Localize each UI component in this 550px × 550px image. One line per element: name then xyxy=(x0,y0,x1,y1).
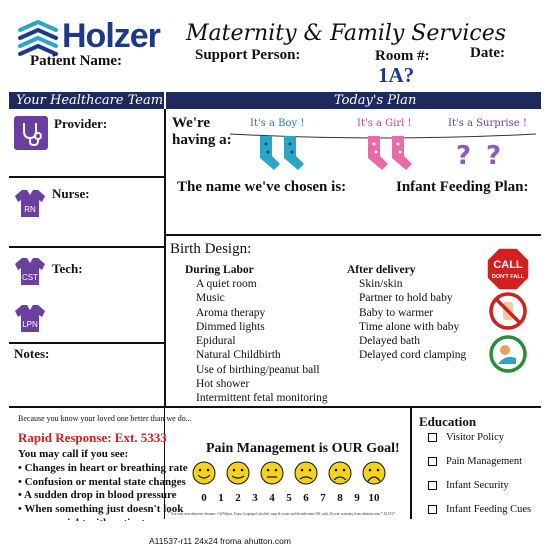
list-item: Delayed cord clamping xyxy=(359,349,467,362)
list-item: Natural Childbirth xyxy=(196,349,281,362)
list-item: Time alone with baby xyxy=(359,320,460,333)
rapid-intro: Because you know your loved one better than we do... xyxy=(18,414,192,423)
after-delivery-header: After delivery xyxy=(347,264,416,276)
list-item: Intermittent fetal monitoring xyxy=(196,392,328,405)
having-line1: We're xyxy=(172,115,211,131)
no-bottle-sign-icon xyxy=(488,291,528,331)
pain-scale-3: 3 xyxy=(252,492,258,504)
pain-scale-10: 10 xyxy=(368,492,380,504)
having-line2: having a: xyxy=(172,132,232,148)
list-item: Delayed bath xyxy=(359,335,420,348)
pain-scale-1: 1 xyxy=(218,492,224,504)
list-item: A quiet room xyxy=(196,278,257,290)
tech-divider xyxy=(9,342,165,344)
rapid-response-title: Rapid Response: Ext. 5333 xyxy=(18,430,167,445)
pain-faces xyxy=(192,459,404,491)
tech-label: Tech: xyxy=(52,261,83,276)
provider-label: Provider: xyxy=(54,116,108,131)
list-item: Use of birthing/peanut ball xyxy=(196,363,320,376)
svg-text:LPN: LPN xyxy=(22,320,38,329)
list-item: Hot shower xyxy=(196,378,250,391)
boy-socks-icon xyxy=(260,136,304,170)
svg-text:?: ? xyxy=(486,141,502,171)
date-label: Date: xyxy=(470,45,505,61)
pain-face-2-icon xyxy=(227,462,249,484)
infant-security-checkbox[interactable] xyxy=(428,481,437,490)
infant-security-label: Infant Security xyxy=(446,480,509,491)
pain-scale-9: 9 xyxy=(354,492,360,504)
footer-text: A11537-r11 24x24 froma ahutton.com xyxy=(149,536,291,546)
svg-text:DON'T FALL: DON'T FALL xyxy=(491,274,525,280)
room-value: 1A? xyxy=(378,63,415,87)
feeding-plan-label: Infant Feeding Plan: xyxy=(396,179,529,195)
infant-feeding-cues-checkbox[interactable] xyxy=(428,505,437,514)
nurse-scrubs-icon xyxy=(14,188,46,218)
pain-face-6-icon xyxy=(295,462,317,484)
list-item: • When something just doesn't look xyxy=(18,503,184,516)
fine-print: * Use only non-abrasive cleaners. Cif/Wipes, Expo, Isopropyl alcohol, soap & water and disinfectants OK with 20 year warranty from ahutton.com * A11537 xyxy=(168,512,395,516)
list-item: Partner to hold baby xyxy=(359,292,453,305)
pain-title: Pain Management is OUR Goal! xyxy=(206,441,400,456)
list-item: Baby to warmer xyxy=(359,306,434,319)
plan-divider xyxy=(164,234,541,236)
pain-scale-6: 6 xyxy=(303,492,309,504)
svg-text:CALL: CALL xyxy=(493,259,523,271)
visitor-policy-checkbox[interactable] xyxy=(428,433,437,442)
boy-label: It's a Boy ! xyxy=(250,118,305,129)
pain-management-checkbox[interactable] xyxy=(428,457,437,466)
rapid-call-if: You may call if you see: xyxy=(18,448,129,460)
girl-socks-icon xyxy=(368,136,412,170)
stethoscope-icon xyxy=(14,116,48,150)
girl-label: It's a Girl ! xyxy=(357,118,412,129)
list-item: Skin/skin xyxy=(359,278,403,290)
list-item: • Changes in heart or breathing rate xyxy=(18,462,188,474)
birth-design-title: Birth Design: xyxy=(170,241,252,257)
nurse-divider xyxy=(9,246,165,248)
surprise-label: It's a Surprise ! xyxy=(448,118,527,129)
pain-scale-2: 2 xyxy=(235,492,241,504)
education-title: Education xyxy=(419,414,477,429)
surprise-question-icon xyxy=(456,141,501,171)
list-item: • A sudden drop in blood pressure xyxy=(18,489,177,502)
team-column-divider xyxy=(164,109,166,407)
breastfeeding-sign-icon xyxy=(488,334,528,374)
pain-scale-0: 0 xyxy=(201,492,207,504)
support-person-label: Support Person: xyxy=(195,47,301,63)
name-chosen-label: The name we've chosen is: xyxy=(177,179,347,195)
after-delivery-list xyxy=(359,277,466,363)
list-item: Aroma therapy xyxy=(196,306,266,319)
svg-text:RN: RN xyxy=(24,205,36,214)
room-label: Room #: xyxy=(375,48,430,64)
pain-face-8-icon xyxy=(329,462,351,484)
lpn-scrubs-icon xyxy=(14,303,46,333)
nurse-label: Nurse: xyxy=(52,186,90,201)
pain-scale-4: 4 xyxy=(269,492,275,504)
list-item: Dimmed lights xyxy=(196,320,265,333)
call-dont-fall-sign-icon xyxy=(486,247,530,291)
visitor-policy-label: Visitor Policy xyxy=(446,432,504,443)
during-labor-header: During Labor xyxy=(185,264,254,276)
holzer-logo-text: Holzer xyxy=(62,17,160,55)
tech-scrubs-icon xyxy=(14,256,46,286)
during-labor-list xyxy=(196,277,328,406)
todays-plan-header: Today's Plan xyxy=(334,93,417,108)
list-item: Epidural xyxy=(196,335,236,348)
svg-text:CST: CST xyxy=(22,273,38,282)
pain-face-4-icon xyxy=(261,462,283,484)
page-title: Maternity & Family Services xyxy=(186,21,507,46)
notes-label: Notes: xyxy=(14,346,50,361)
pain-management-label: Pain Management xyxy=(446,456,523,467)
pain-face-10-icon xyxy=(363,462,385,484)
provider-divider xyxy=(9,176,165,178)
pain-scale xyxy=(193,492,413,506)
bottom-divider xyxy=(9,406,541,408)
healthcare-team-header: Your Healthcare Team xyxy=(16,93,164,108)
list-item: Music xyxy=(196,292,225,305)
pain-face-0-icon xyxy=(193,462,215,484)
pain-scale-5: 5 xyxy=(286,492,292,504)
infant-feeding-cues-label: Infant Feeding Cues xyxy=(446,504,532,515)
bar-divider xyxy=(164,92,166,109)
patient-name-label: Patient Name: xyxy=(30,53,123,69)
list-item: • Confusion or mental state changes xyxy=(18,475,186,488)
pain-scale-7: 7 xyxy=(320,492,326,504)
pain-scale-8: 8 xyxy=(337,492,343,504)
svg-text:?: ? xyxy=(456,141,472,171)
